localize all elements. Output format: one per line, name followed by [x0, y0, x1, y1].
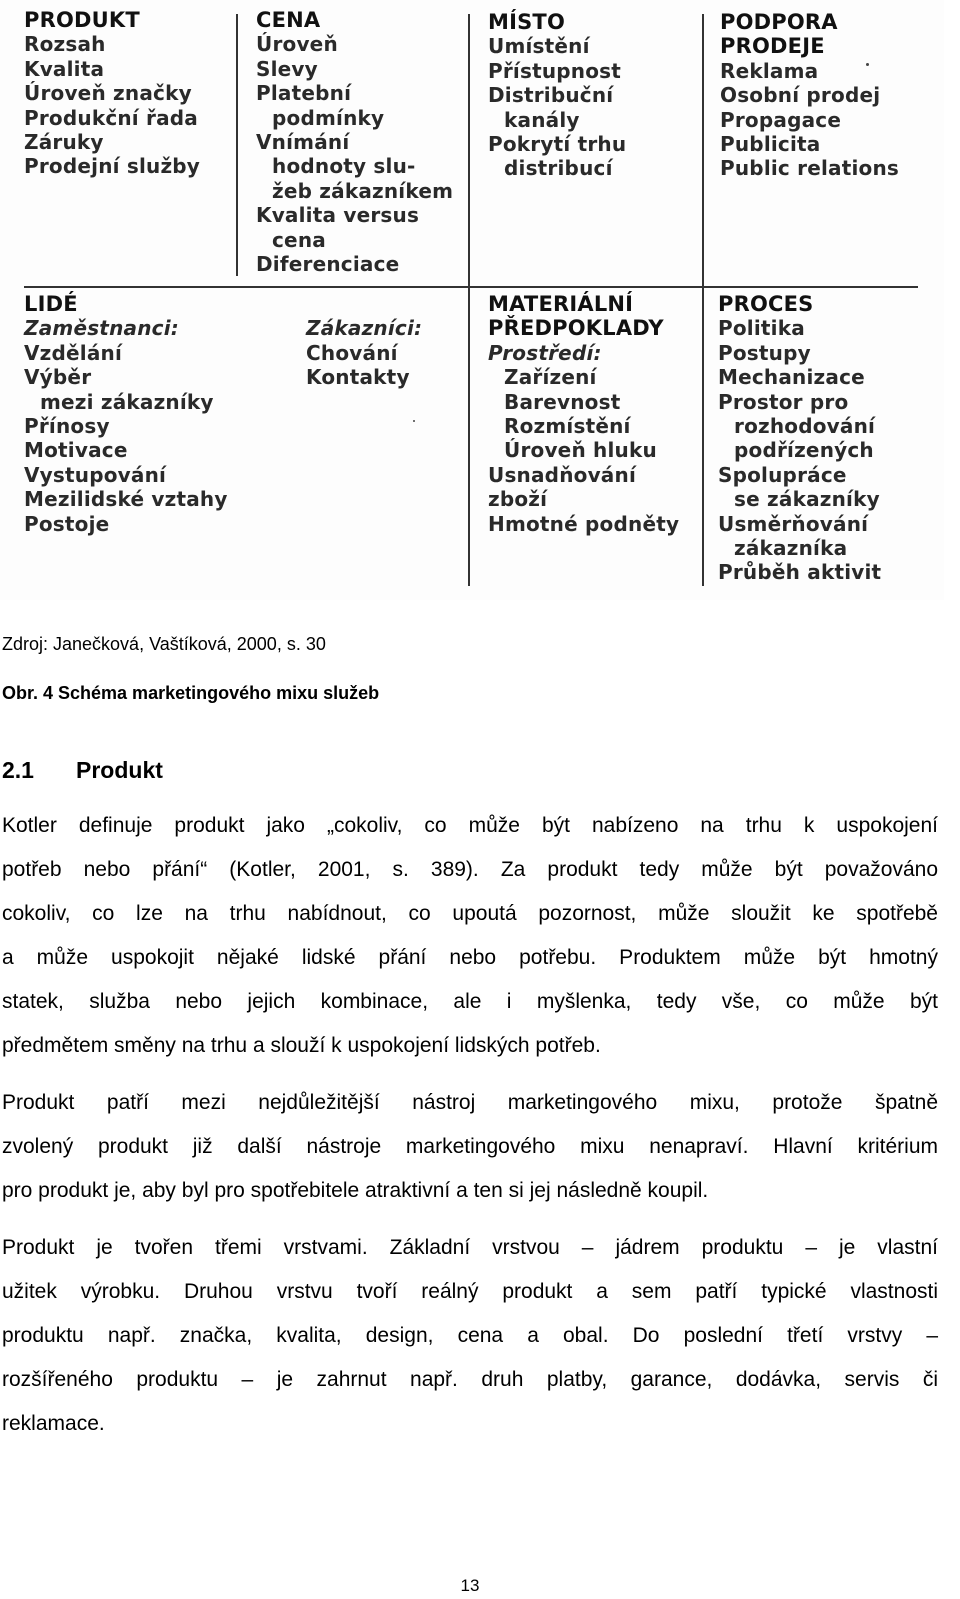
misto-column [488, 10, 626, 181]
list-item: Postoje [24, 511, 110, 536]
list-item: Reklama [720, 58, 819, 83]
list-item: Usměrňování [718, 511, 869, 536]
list-item: Politika [718, 316, 805, 341]
list-item: Výběr [24, 365, 92, 390]
podpora-title-line2: PRODEJE [720, 34, 825, 59]
proces-title: PROCES [718, 292, 814, 316]
figure-source: Zdroj: Janečková, Vaštíková, 2000, s. 30 [2, 634, 326, 654]
list-item: podřízených [734, 438, 874, 463]
text-line: předmětem směny na trhu a slouží k uspokojení lidských potřeb. [2, 1034, 601, 1057]
list-item: Prodejní služby [24, 154, 201, 179]
divider-vertical-3 [702, 14, 704, 586]
list-item: Hmotné podněty [488, 511, 680, 536]
list-item: Osobní prodej [720, 83, 881, 108]
section-title: Produkt [76, 757, 163, 783]
materialni-title-line2: PŘEDPOKLADY [488, 316, 664, 341]
list-item: Kontakty [306, 365, 410, 390]
list-item: Rozsah [24, 32, 106, 57]
section-number: 2.1 [2, 757, 34, 783]
text-line: Produkt patří mezi nejdůležitější nástroj marketingového mixu, protože špatně [2, 1091, 938, 1114]
list-item: Barevnost [504, 389, 621, 414]
list-item: Spolupráce [718, 462, 847, 487]
text-line: reklamace. [2, 1412, 105, 1435]
list-item: rozhodování [734, 414, 876, 439]
list-item: zákazníka [734, 536, 848, 561]
page-number: 13 [460, 1576, 480, 1595]
list-item: Zařízení [504, 365, 597, 390]
list-item: Mechanizace [718, 365, 865, 390]
list-item: Mezilidské vztahy [24, 487, 228, 512]
list-item: Motivace [24, 438, 128, 463]
text-line: užitek výrobku. Druhou vrstvu tvoří reálný produkt a sem patří typické vlastnosti [2, 1280, 938, 1303]
list-item: Slevy [256, 56, 318, 81]
list-item: Public relations [720, 156, 900, 181]
produkt-title: PRODUKT [24, 8, 140, 32]
list-item: Vystupování [24, 462, 167, 487]
list-item: Úroveň značky [24, 81, 192, 106]
list-item: Vnímání [256, 130, 350, 155]
text-line: potřeb nebo přání“ (Kotler, 2001, s. 389). Za produkt tedy může být považováno [2, 858, 938, 881]
list-item: Prostor pro [718, 389, 849, 414]
misto-title: MÍSTO [488, 10, 566, 34]
list-item: Rozmístění [504, 414, 631, 439]
list-item: Produkční řada [24, 105, 199, 130]
text-line: rozšířeného produktu – je zahrnut např. druh platby, garance, dodávka, servis či [2, 1368, 938, 1391]
marketing-mix-figure [0, 0, 944, 600]
text-line: Kotler definuje produkt jako „cokoliv, co může být nabízeno na trhu k uspokojení [2, 814, 938, 837]
list-item: distribucí [504, 156, 613, 181]
scan-speck [413, 420, 415, 422]
divider-vertical-2 [468, 14, 470, 586]
list-item: žeb zákazníkem [272, 178, 454, 203]
list-item: Přínosy [24, 414, 110, 439]
podpora-column [720, 10, 899, 181]
materialni-column [488, 292, 679, 536]
list-item: Platební [256, 81, 352, 106]
list-item: Kvalita versus [256, 203, 420, 228]
list-item: Záruky [24, 130, 104, 155]
divider-horizontal [24, 286, 918, 288]
text-line: statek, služba nebo jejich kombinace, ale i myšlenka, tedy vše, co může být [2, 990, 938, 1013]
section-heading [2, 757, 163, 784]
list-item: cena [272, 227, 326, 252]
list-item: Úroveň [256, 32, 338, 57]
list-item: Propagace [720, 107, 842, 132]
list-item: Umístění [488, 34, 590, 59]
list-item: Vzdělání [24, 340, 123, 365]
text-line: cokoliv, co lze na trhu nabídnout, co upoutá pozornost, může sloužit ke spotřebě [2, 902, 938, 925]
text-line: a může uspokojit nějaké lidské přání nebo potřebu. Produktem může být hmotný [2, 946, 938, 969]
text-line: Produkt je tvořen třemi vrstvami. Základní vrstvou – jádrem produktu – je vlastní [2, 1236, 938, 1259]
list-item: Chování [306, 340, 398, 365]
materialni-title-line1: MATERIÁLNÍ [488, 292, 634, 316]
customers-label: Zákazníci: [306, 316, 423, 341]
list-item: mezi zákazníky [40, 389, 214, 414]
list-item: Usnadňování [488, 462, 637, 487]
lide-column [24, 292, 228, 536]
podpora-title-line1: PODPORA [720, 10, 838, 34]
divider-vertical-1 [236, 14, 238, 276]
list-item: Publicita [720, 132, 821, 157]
cena-title: CENA [256, 8, 321, 32]
list-item: hodnoty slu- [272, 154, 416, 179]
employees-label: Zaměstnanci: [24, 316, 179, 341]
list-item: Distribuční [488, 83, 614, 108]
list-item: Kvalita [24, 56, 105, 81]
list-item: kanály [504, 107, 580, 132]
list-item: podmínky [272, 105, 385, 130]
paragraph-1 [2, 804, 938, 1068]
figure-caption: Obr. 4 Schéma marketingového mixu služeb [2, 683, 380, 703]
produkt-column [24, 8, 200, 179]
list-item: Úroveň hluku [504, 438, 657, 463]
list-item: Diferenciace [256, 252, 400, 277]
paragraph-2 [2, 1081, 938, 1213]
list-item: Průběh aktivit [718, 560, 882, 585]
text-line: zvolený produkt již další nástroje marketingového mixu nenapraví. Hlavní kritérium [2, 1135, 938, 1158]
paragraph-3 [2, 1226, 938, 1446]
lide-title: LIDÉ [24, 292, 78, 316]
cena-column [256, 8, 453, 276]
text-line: pro produkt je, aby byl pro spotřebitele atraktivní a ten si jej následně koupil. [2, 1179, 709, 1202]
list-item: Pokrytí trhu [488, 132, 627, 157]
list-item: se zákazníky [734, 487, 880, 512]
list-item: zboží [488, 487, 548, 512]
list-item: Postupy [718, 340, 811, 365]
text-line: produktu např. značka, kvalita, design, cena a obal. Do poslední třetí vrstvy – [2, 1324, 938, 1347]
environment-label: Prostředí: [488, 340, 602, 365]
proces-column [718, 292, 881, 585]
list-item: Přístupnost [488, 58, 622, 83]
customers-column [306, 316, 422, 389]
